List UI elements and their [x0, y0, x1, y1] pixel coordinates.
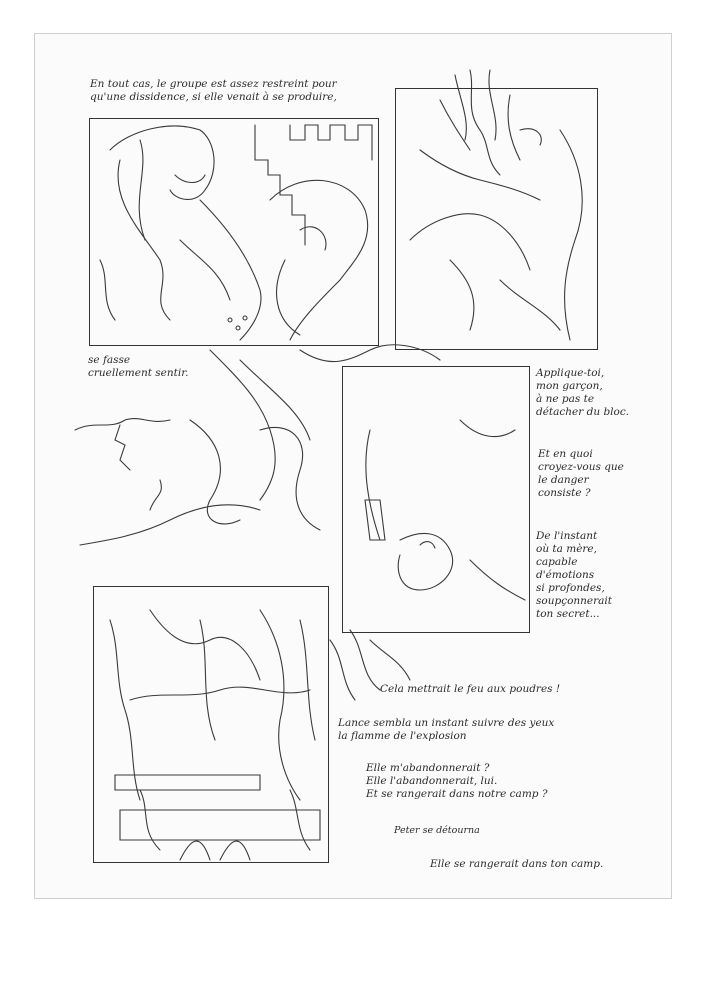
caption-5: De l'instant où ta mère, capable d'émotions si profondes, soupçonnerait ton secret...	[536, 530, 612, 620]
caption-6: Cela mettrait le feu aux poudres !	[380, 683, 561, 695]
caption-9: Peter se détourna	[394, 825, 480, 836]
caption-7: Lance sembla un instant suivre des yeux la flamme de l'explosion	[338, 717, 555, 742]
caption-10: Elle se rangerait dans ton camp.	[430, 858, 604, 870]
caption-2: se fasse cruellement sentir.	[88, 354, 189, 379]
caption-1: En tout cas, le groupe est assez restreint pour qu'une dissidence, si elle venait à se produire,	[90, 78, 337, 103]
caption-3: Applique-toi, mon garçon, à ne pas te détacher du bloc.	[536, 367, 630, 418]
caption-4: Et en quoi croyez-vous que le danger consiste ?	[538, 448, 624, 499]
caption-8: Elle m'abandonnerait ? Elle l'abandonnerait, lui. Et se rangerait dans notre camp ?	[366, 762, 548, 800]
